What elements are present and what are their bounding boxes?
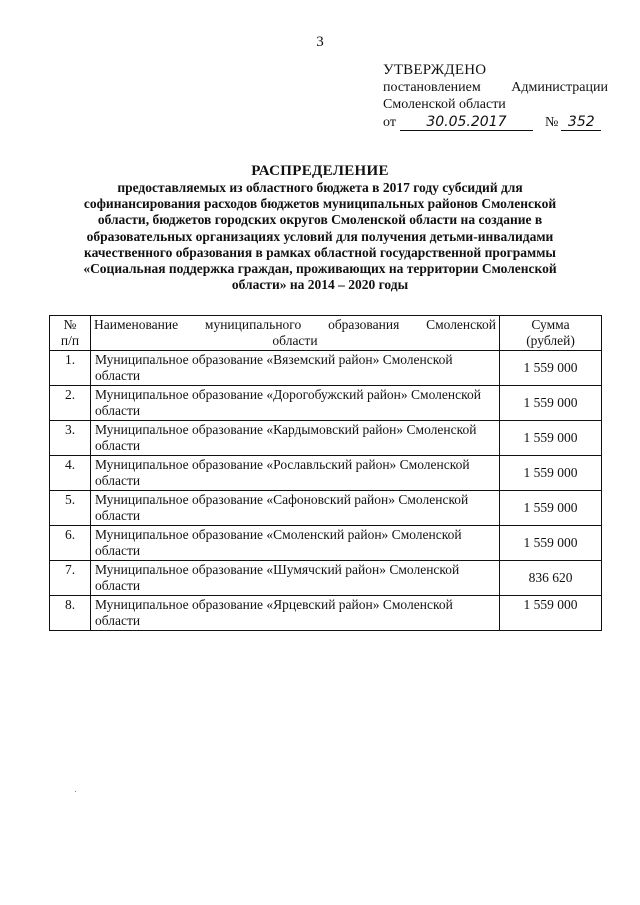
scan-speck (75, 791, 76, 792)
table-row (50, 456, 602, 491)
header-name-line-1 (94, 317, 496, 333)
row-num: 5. (50, 491, 91, 526)
table-row (50, 351, 602, 386)
approval-line-1-word-2: Администрации (511, 80, 608, 95)
row-num: 7. (50, 561, 91, 596)
header-name-word: Смоленской (426, 317, 496, 332)
document-subtitle (60, 180, 580, 293)
header-name-line-2: области (272, 333, 318, 348)
row-name: Муниципальное образование «Шумячский район» Смоленской области (91, 561, 500, 596)
row-name: Муниципальное образование «Дорогобужский район» Смоленской области (91, 386, 500, 421)
row-num: 2. (50, 386, 91, 421)
page-number: 3 (316, 34, 324, 50)
row-amount: 1 559 000 (500, 596, 602, 631)
header-name-word: Наименование (94, 317, 179, 332)
table-row (50, 491, 602, 526)
date-value: 30.05.2017 (400, 115, 533, 131)
header-num-line-1: № (63, 317, 77, 332)
row-num: 8. (50, 596, 91, 631)
subtitle-line: области, бюджетов городских округов Смоленской области на создание в (97, 212, 543, 228)
header-name (91, 316, 500, 351)
row-amount: 1 559 000 (500, 526, 602, 561)
header-num (50, 316, 91, 351)
row-name: Муниципальное образование «Ярцевский район» Смоленской области (91, 596, 500, 631)
row-amount: 1 559 000 (500, 421, 602, 456)
subtitle-line: качественного образования в рамках областной государственной программы (84, 244, 556, 260)
approval-date-row (383, 114, 608, 131)
row-name: Муниципальное образование «Сафоновский район» Смоленской области (91, 491, 500, 526)
header-num-line-2: п/п (60, 333, 80, 348)
row-amount: 1 559 000 (500, 386, 602, 421)
date-label: от (383, 115, 396, 130)
number-value: 352 (561, 115, 601, 131)
row-name: Муниципальное образование «Смоленский район» Смоленской области (91, 526, 500, 561)
subtitle-line: «Социальная поддержка граждан, проживающих на территории Смоленской (83, 261, 557, 277)
subsidy-table (49, 315, 602, 631)
document-title: РАСПРЕДЕЛЕНИЕ (251, 163, 389, 179)
row-amount: 1 559 000 (500, 456, 602, 491)
row-name: Муниципальное образование «Кардымовский район» Смоленской области (91, 421, 500, 456)
approval-line-2: Смоленской области (383, 97, 506, 112)
row-num: 6. (50, 526, 91, 561)
table-row (50, 421, 602, 456)
subtitle-line: образовательных организациях условий для получения детьми-инвалидами (86, 228, 554, 244)
row-num: 4. (50, 456, 91, 491)
header-amount-line-1: Сумма (531, 317, 570, 332)
subtitle-line: области» на 2014 – 2020 годы (231, 277, 409, 293)
table-row (50, 596, 602, 631)
table-row (50, 561, 602, 596)
row-num: 3. (50, 421, 91, 456)
approval-line-1-word-1: постановлением (383, 80, 481, 95)
header-amount-line-2: (рублей) (526, 333, 575, 348)
row-amount: 1 559 000 (500, 351, 602, 386)
row-amount: 1 559 000 (500, 491, 602, 526)
row-num: 1. (50, 351, 91, 386)
header-name-word: муниципального (204, 317, 302, 332)
approval-stamp (383, 62, 608, 131)
subtitle-line: предоставляемых из областного бюджета в 2017 году субсидий для (117, 180, 523, 195)
row-name: Муниципальное образование «Вяземский район» Смоленской области (91, 351, 500, 386)
approval-line-1 (383, 79, 608, 96)
header-amount (500, 316, 602, 351)
header-name-word: образования (328, 317, 400, 332)
subtitle-line: софинансирования расходов бюджетов муниципальных районов Смоленской (83, 196, 557, 212)
table-row (50, 526, 602, 561)
number-label: № (544, 115, 559, 130)
table-header-row (50, 316, 602, 351)
row-amount: 836 620 (500, 561, 602, 596)
row-name: Муниципальное образование «Рославльский район» Смоленской области (91, 456, 500, 491)
table-row (50, 386, 602, 421)
approval-heading: УТВЕРЖДЕНО (383, 62, 487, 78)
